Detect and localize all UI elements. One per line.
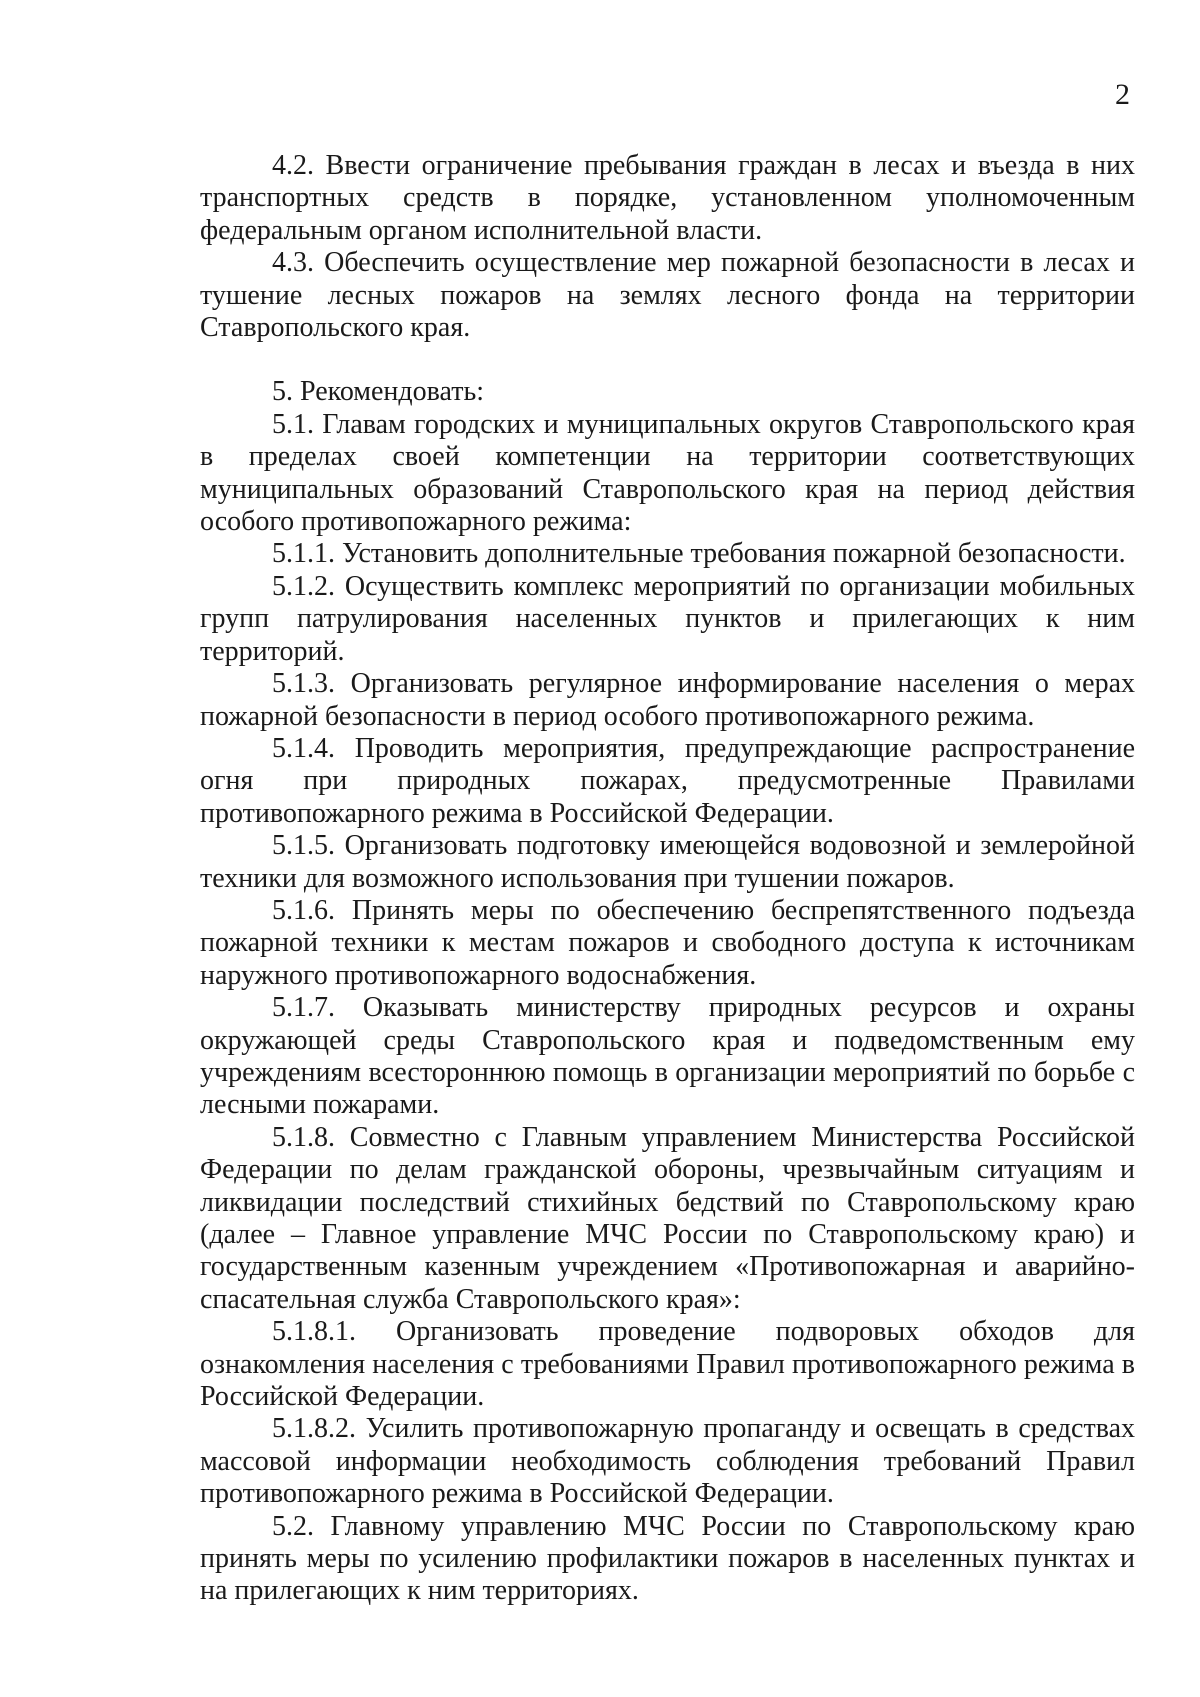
paragraph-5-1-7: 5.1.7. Оказывать министерству природных ресурсов и охраны окружающей среды Ставропольского края и подведомственным ему учреждениям всестороннюю помощь в организации мероприятий по борьбе с лесными пожарами.	[200, 992, 1135, 1121]
paragraph-5-1-2: 5.1.2. Осуществить комплекс мероприятий по организации мобильных групп патрулирования населенных пунктов и прилегающих к ним территорий.	[200, 570, 1135, 667]
paragraph-5-1-4: 5.1.4. Проводить мероприятия, предупреждающие распространение огня при природных пожарах, предусмотренные Правилами противопожарного режима в Российской Федерации.	[200, 732, 1135, 829]
paragraph-5-1-8: 5.1.8. Совместно с Главным управлением Министерства Российской Федерации по делам гражданской обороны, чрезвычайным ситуациям и ликвидации последствий стихийных бедствий по Ставропольскому краю (далее – Главное управление МЧС России по Ставропольскому краю) и государственным казенным учреждением «Противопожарная и аварийно-спасательная служба Ставропольского края»:	[200, 1121, 1135, 1315]
paragraph-5-1: 5.1. Главам городских и муниципальных округов Ставропольского края в пределах своей компетенции на территории соответствующих муниципальных образований Ставропольского края на период действия особого противопожарного режима:	[200, 408, 1135, 538]
paragraph-5: 5. Рекомендовать:	[272, 376, 484, 408]
paragraph-4-2: 4.2. Ввести ограничение пребывания граждан в лесах и въезда в них транспортных средств в порядке, установленном уполномоченным федеральным органом исполнительной власти.	[200, 150, 1135, 246]
document-body	[200, 150, 1135, 1608]
paragraph-5-1-1: 5.1.1. Установить дополнительные требования пожарной безопасности.	[272, 538, 1126, 570]
paragraph-5-1-5: 5.1.5. Организовать подготовку имеющейся водовозной и землеройной техники для возможного использования при тушении пожаров.	[200, 830, 1135, 894]
paragraph-5-1-8-2: 5.1.8.2. Усилить противопожарную пропаганду и освещать в средствах массовой информации необходимость соблюдения требований Правил противопожарного режима в Российской Федерации.	[200, 1413, 1135, 1510]
page-number: 2	[1115, 78, 1130, 111]
paragraph-4-3: 4.3. Обеспечить осуществление мер пожарной безопасности в лесах и тушение лесных пожаров на землях лесного фонда на территории Ставропольского края.	[200, 247, 1135, 344]
paragraph-5-1-8-1: 5.1.8.1. Организовать проведение подворовых обходов для ознакомления населения с требованиями Правил противопожарного режима в Российской Федерации.	[200, 1316, 1135, 1413]
paragraph-5-1-3: 5.1.3. Организовать регулярное информирование населения о мерах пожарной безопасности в период особого противопожарного режима.	[200, 668, 1135, 732]
paragraph-5-2: 5.2. Главному управлению МЧС России по Ставропольскому краю принять меры по усилению профилактики пожаров в населенных пунктах и на прилегающих к ним территориях.	[200, 1510, 1135, 1607]
paragraph-5-1-6: 5.1.6. Принять меры по обеспечению беспрепятственного подъезда пожарной техники к местам пожаров и свободного доступа к источникам наружного противопожарного водоснабжения.	[200, 894, 1135, 991]
